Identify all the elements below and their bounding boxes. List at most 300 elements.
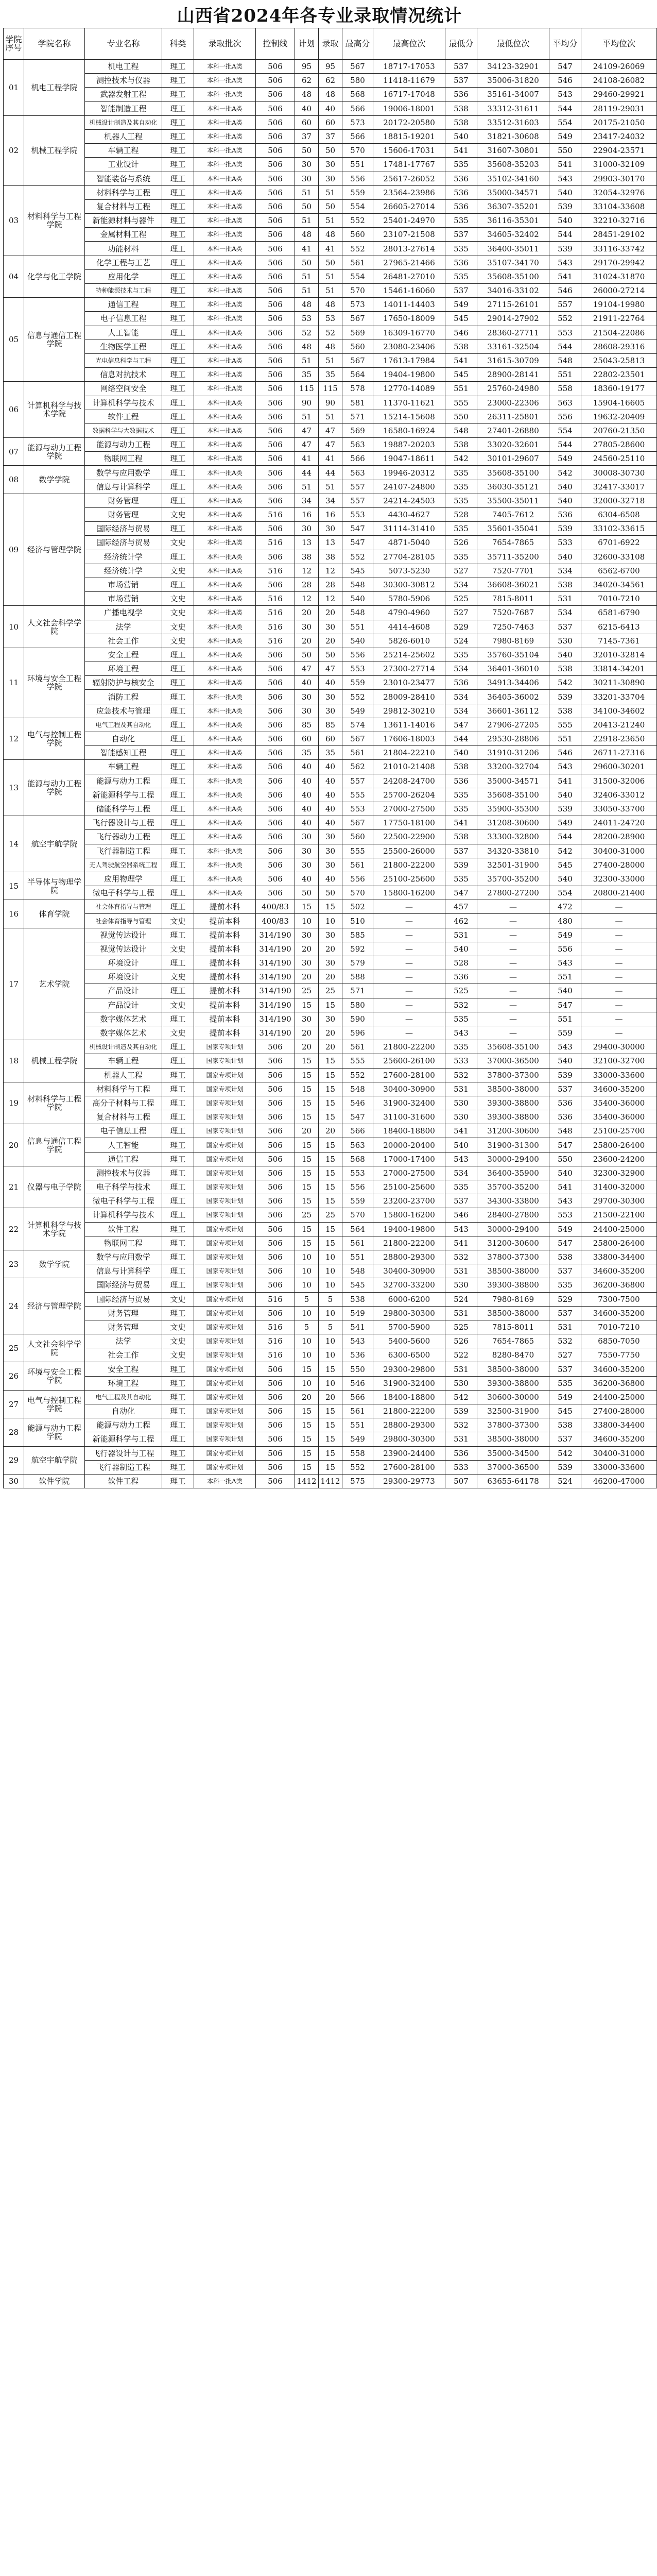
max-rank: 17606-18003 [373,732,445,746]
plan-count: 48 [295,298,319,312]
avg-score: 556 [549,410,581,423]
avg-score: 546 [549,284,581,298]
max-score: 550 [342,1362,373,1376]
table-row [4,1194,657,1208]
admit-count: 10 [319,1376,342,1390]
column-header: 控制线 [256,28,295,60]
major-name: 软件工程 [85,1474,162,1488]
control-line: 506 [256,1390,295,1404]
control-line: 506 [256,256,295,269]
admission-batch: 国家专项计划 [194,1446,256,1460]
table-row [4,74,657,88]
max-rank: 23564-23986 [373,185,445,199]
avg-score: 543 [549,88,581,101]
admit-count: 40 [319,872,342,886]
subject-type: 理工 [162,718,194,732]
admission-batch: 本科一批A类 [194,662,256,676]
admit-count: 20 [319,606,342,620]
avg-rank: 28451-29102 [581,228,657,242]
max-rank: 21800-22200 [373,1236,445,1250]
admission-batch: 国家专项计划 [194,1460,256,1474]
avg-score: 534 [549,564,581,578]
max-rank: 25214-25602 [373,648,445,662]
min-score: 534 [445,1166,477,1180]
avg-score: 527 [549,1348,581,1362]
college-name: 环境与安全工程学院 [24,648,85,718]
min-score: 537 [445,1194,477,1208]
min-rank: 31200-30600 [477,1236,549,1250]
min-score: 530 [445,1278,477,1292]
min-score: 532 [445,1418,477,1432]
major-name: 复合材料与工程 [85,1110,162,1124]
max-score: 566 [342,1390,373,1404]
avg-rank: 24400-25000 [581,1222,657,1236]
plan-count: 30 [295,158,319,172]
plan-count: 85 [295,718,319,732]
max-rank: 15214-15608 [373,410,445,423]
college-name: 经济与管理学院 [24,1278,85,1334]
plan-count: 41 [295,242,319,256]
college-number: 04 [4,256,24,298]
avg-rank: 21500-22100 [581,1208,657,1222]
min-rank: 36400-35900 [477,1166,549,1180]
min-score: 533 [445,1460,477,1474]
min-score: 535 [445,1180,477,1194]
subject-type: 理工 [162,676,194,690]
min-rank: — [477,970,549,984]
major-name: 社会体育指导与管理 [85,900,162,914]
admit-count: 35 [319,368,342,382]
max-rank: 21010-21408 [373,760,445,774]
avg-score: 549 [549,452,581,466]
control-line: 314/190 [256,956,295,970]
max-rank: 15800-16200 [373,886,445,900]
avg-score: 553 [549,1208,581,1222]
max-score: 561 [342,1404,373,1418]
min-score: 535 [445,802,477,816]
min-rank: — [477,942,549,956]
control-line: 516 [256,1292,295,1306]
avg-rank: 6850-7050 [581,1334,657,1348]
admission-batch: 本科一批A类 [194,101,256,115]
admit-count: 51 [319,269,342,283]
control-line: 314/190 [256,928,295,942]
avg-score: 529 [549,1292,581,1306]
avg-rank: — [581,1026,657,1040]
subject-type: 文史 [162,942,194,956]
control-line: 506 [256,816,295,830]
max-rank: 24214-24503 [373,494,445,507]
major-name: 经济统计学 [85,564,162,578]
subject-type: 理工 [162,185,194,199]
avg-rank: 18360-19177 [581,382,657,396]
plan-count: 10 [295,1334,319,1348]
major-name: 国际经济与贸易 [85,522,162,536]
subject-type: 理工 [162,410,194,423]
max-rank: 25100-25600 [373,1180,445,1194]
max-score: 580 [342,998,373,1012]
avg-rank: 27400-28000 [581,858,657,872]
min-rank: 28400-27800 [477,1208,549,1222]
max-rank: 20000-20400 [373,1138,445,1152]
subject-type: 理工 [162,648,194,662]
avg-rank: 28119-29031 [581,101,657,115]
table-row [4,284,657,298]
plan-count: 15 [295,1054,319,1068]
table-row [4,1054,657,1068]
avg-rank: 36200-36800 [581,1376,657,1390]
table-row [4,620,657,634]
max-rank: 13611-14016 [373,718,445,732]
major-name: 产品设计 [85,984,162,998]
min-rank: 35107-34170 [477,256,549,269]
control-line: 506 [256,1446,295,1460]
table-row [4,228,657,242]
column-header: 最高分 [342,28,373,60]
admission-batch: 本科一批A类 [194,690,256,704]
avg-rank: 25100-25700 [581,1124,657,1138]
min-rank: 25760-24980 [477,382,549,396]
control-line: 506 [256,312,295,326]
plan-count: 40 [295,760,319,774]
min-rank: 31200-30600 [477,1124,549,1138]
subject-type: 文史 [162,1026,194,1040]
major-name: 工业设计 [85,158,162,172]
min-score: 538 [445,101,477,115]
max-rank: 31900-32400 [373,1376,445,1390]
control-line: 516 [256,606,295,620]
admission-batch: 提前本科 [194,942,256,956]
avg-score: 551 [549,368,581,382]
min-score: 541 [445,816,477,830]
max-rank: 21800-22200 [373,858,445,872]
max-rank: 24107-24800 [373,480,445,494]
min-rank: 32501-31900 [477,858,549,872]
control-line: 314/190 [256,984,295,998]
max-score: 585 [342,928,373,942]
avg-rank: — [581,1012,657,1026]
plan-count: 30 [295,1012,319,1026]
min-rank: 36116-35301 [477,214,549,228]
max-score: 552 [342,550,373,564]
control-line: 506 [256,760,295,774]
max-rank: 17613-17984 [373,353,445,367]
admission-batch: 本科一批A类 [194,494,256,507]
min-rank: 35000-34571 [477,774,549,788]
avg-rank: 35400-36000 [581,1096,657,1110]
table-row [4,1390,657,1404]
table-row [4,872,657,886]
control-line: 516 [256,508,295,522]
min-score: 535 [445,480,477,494]
major-name: 飞行器设计与工程 [85,1446,162,1460]
avg-rank: 34100-34602 [581,704,657,718]
avg-score: 540 [549,1054,581,1068]
major-name: 能源与动力工程 [85,1418,162,1432]
major-name: 车辆工程 [85,144,162,158]
college-name: 计算机科学与技术学院 [24,1208,85,1250]
min-rank: 7250-7463 [477,620,549,634]
min-score: 525 [445,1320,477,1334]
admit-count: 10 [319,1264,342,1278]
plan-count: 15 [295,1460,319,1474]
max-score: 567 [342,816,373,830]
min-score: 546 [445,1208,477,1222]
min-score: 535 [445,648,477,662]
admit-count: 30 [319,158,342,172]
avg-score: 537 [549,1362,581,1376]
max-score: 564 [342,1222,373,1236]
college-number: 30 [4,1474,24,1488]
major-name: 光电信息科学与工程 [85,353,162,367]
min-rank: — [477,900,549,914]
max-rank: 24208-24700 [373,774,445,788]
min-score: 525 [445,984,477,998]
admit-count: 60 [319,115,342,129]
avg-rank: 22802-23501 [581,368,657,382]
avg-rank: — [581,942,657,956]
table-row [4,466,657,480]
admit-count: 52 [319,326,342,340]
admission-batch: 提前本科 [194,984,256,998]
table-row [4,1166,657,1180]
plan-count: 15 [295,998,319,1012]
min-score: 540 [445,1138,477,1152]
min-rank: 30101-29607 [477,452,549,466]
admit-count: 15 [319,1082,342,1096]
avg-score: 537 [549,620,581,634]
admission-batch: 国家专项计划 [194,1278,256,1292]
max-score: 547 [342,522,373,536]
plan-count: 20 [295,634,319,648]
max-score: 570 [342,1208,373,1222]
subject-type: 理工 [162,101,194,115]
admission-batch: 本科一批A类 [194,676,256,690]
subject-type: 理工 [162,1096,194,1110]
max-score: 560 [342,228,373,242]
admission-batch: 本科一批A类 [194,1474,256,1488]
avg-rank: 24400-25000 [581,1390,657,1404]
control-line: 506 [256,1180,295,1194]
max-score: 553 [342,508,373,522]
control-line: 516 [256,564,295,578]
plan-count: 10 [295,1264,319,1278]
min-rank: 35608-35100 [477,788,549,802]
max-rank: 27965-21466 [373,256,445,269]
min-rank: 36608-36021 [477,578,549,591]
max-score: 568 [342,88,373,101]
min-score: 541 [445,144,477,158]
min-rank: 23000-22306 [477,396,549,410]
admission-batch: 国家专项计划 [194,1390,256,1404]
subject-type: 理工 [162,60,194,74]
table-row [4,298,657,312]
max-rank: 27000-27500 [373,1166,445,1180]
min-rank: 33300-32800 [477,830,549,844]
avg-rank: 33800-34400 [581,1250,657,1264]
min-rank: 32500-31900 [477,1404,549,1418]
min-score: 549 [445,298,477,312]
max-score: 545 [342,1278,373,1292]
admit-count: 47 [319,662,342,676]
admit-count: 12 [319,592,342,606]
admit-count: 16 [319,508,342,522]
avg-score: 540 [549,788,581,802]
subject-type: 理工 [162,578,194,591]
min-score: 531 [445,1082,477,1096]
admission-batch: 本科一批A类 [194,438,256,452]
min-rank: 35608-35100 [477,269,549,283]
admit-count: 40 [319,816,342,830]
min-score: 550 [445,410,477,423]
max-score: 567 [342,732,373,746]
major-name: 财务管理 [85,1306,162,1320]
admission-batch: 国家专项计划 [194,1040,256,1054]
max-score: 566 [342,101,373,115]
admit-count: 48 [319,340,342,353]
max-rank: — [373,942,445,956]
plan-count: 52 [295,326,319,340]
avg-score: 554 [549,115,581,129]
admission-batch: 国家专项计划 [194,1404,256,1418]
admission-batch: 本科一批A类 [194,760,256,774]
subject-type: 理工 [162,423,194,437]
admission-batch: 本科一批A类 [194,242,256,256]
table-row [4,1432,657,1446]
min-score: 535 [445,494,477,507]
admission-batch: 国家专项计划 [194,1068,256,1082]
admit-count: 30 [319,704,342,718]
subject-type: 理工 [162,788,194,802]
min-score: 539 [445,1404,477,1418]
admit-count: 30 [319,928,342,942]
plan-count: 51 [295,410,319,423]
control-line: 506 [256,214,295,228]
admit-count: 40 [319,802,342,816]
avg-rank: 32100-32700 [581,1054,657,1068]
max-rank: 31900-32400 [373,1096,445,1110]
admit-count: 25 [319,984,342,998]
avg-score: 547 [549,60,581,74]
avg-rank: 29170-29942 [581,256,657,269]
avg-rank: 22904-23571 [581,144,657,158]
table-row [4,662,657,676]
avg-score: 531 [549,592,581,606]
major-name: 电气工程及其自动化 [85,1390,162,1404]
avg-score: 554 [549,886,581,900]
control-line: 506 [256,228,295,242]
max-score: 571 [342,984,373,998]
major-name: 飞行器动力工程 [85,830,162,844]
admit-count: 15 [319,1054,342,1068]
avg-rank: 25800-26400 [581,1236,657,1250]
min-rank: 31821-30608 [477,129,549,143]
major-name: 机电工程 [85,60,162,74]
plan-count: 30 [295,620,319,634]
plan-count: 15 [295,1166,319,1180]
admission-batch: 本科一批A类 [194,844,256,858]
admission-batch: 本科一批A类 [194,830,256,844]
control-line: 506 [256,1404,295,1418]
admission-batch: 本科一批A类 [194,340,256,353]
admit-count: 40 [319,101,342,115]
control-line: 506 [256,844,295,858]
min-rank: 38500-38000 [477,1362,549,1376]
avg-rank: — [581,914,657,928]
plan-count: 10 [295,1306,319,1320]
admission-batch: 本科一批A类 [194,382,256,396]
admission-batch: 国家专项计划 [194,1320,256,1334]
subject-type: 理工 [162,1306,194,1320]
control-line: 314/190 [256,1026,295,1040]
subject-type: 理工 [162,88,194,101]
avg-score: 472 [549,900,581,914]
min-rank: 35161-34007 [477,88,549,101]
avg-score: 551 [549,732,581,746]
avg-rank: 32300-33000 [581,872,657,886]
max-score: 592 [342,942,373,956]
avg-rank: 36200-36800 [581,1278,657,1292]
control-line: 506 [256,298,295,312]
max-score: 563 [342,1138,373,1152]
control-line: 506 [256,1250,295,1264]
plan-count: 30 [295,172,319,185]
admit-count: 1412 [319,1474,342,1488]
major-name: 计算机科学与技术 [85,396,162,410]
max-score: 581 [342,396,373,410]
control-line: 516 [256,536,295,550]
admission-batch: 本科一批A类 [194,452,256,466]
min-rank: 37000-36500 [477,1054,549,1068]
admit-count: 47 [319,438,342,452]
plan-count: 15 [295,1236,319,1250]
min-rank: 35000-34500 [477,1446,549,1460]
admission-batch: 国家专项计划 [194,1194,256,1208]
college-number: 01 [4,60,24,116]
subject-type: 理工 [162,1278,194,1292]
control-line: 506 [256,185,295,199]
subject-type: 理工 [162,199,194,213]
avg-score: 536 [549,1110,581,1124]
table-row [4,1418,657,1432]
plan-count: 25 [295,984,319,998]
admit-count: 50 [319,199,342,213]
table-row [4,1068,657,1082]
min-rank: — [477,1026,549,1040]
max-rank: 27600-28100 [373,1460,445,1474]
min-score: 545 [445,368,477,382]
min-score: 538 [445,340,477,353]
major-name: 社会体育指导与管理 [85,914,162,928]
min-score: 535 [445,1040,477,1054]
column-header: 计划 [295,28,319,60]
admission-batch: 本科一批A类 [194,732,256,746]
min-score: 543 [445,1222,477,1236]
table-row [4,942,657,956]
min-rank: 30600-30000 [477,1390,549,1404]
max-rank: 19006-18001 [373,101,445,115]
subject-type: 理工 [162,1362,194,1376]
table-row [4,214,657,228]
avg-score: 537 [549,1306,581,1320]
admission-batch: 本科一批A类 [194,298,256,312]
max-score: 564 [342,368,373,382]
college-name: 人文社会科学学院 [24,1334,85,1362]
max-score: 568 [342,1152,373,1166]
table-row [4,984,657,998]
max-rank: 19946-20312 [373,466,445,480]
control-line: 506 [256,690,295,704]
